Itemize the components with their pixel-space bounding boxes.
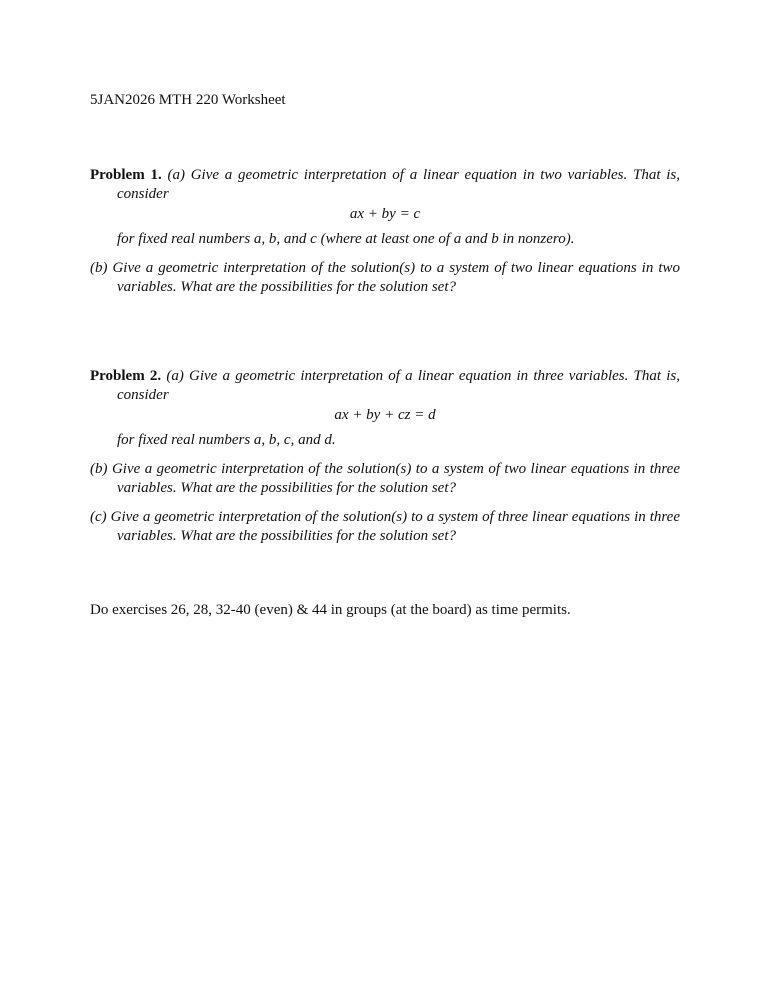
problem-2-part-a [90, 367, 680, 405]
problem-1 [90, 166, 680, 297]
problem-1-part-a-text: (a) Give a geometric interpretation of a linear equation in two variables. That is, consider [117, 167, 680, 202]
problem-2-part-a-text: (a) Give a geometric interpretation of a linear equation in three variables. That is, consider [117, 368, 681, 403]
problem-2-part-a-continuation: for fixed real numbers a, b, c, and d. [117, 432, 336, 448]
problem-1-part-a [90, 166, 680, 204]
problem-2 [90, 367, 680, 546]
problem-1-part-a-continuation: for fixed real numbers a, b, and c (where at least one of a and b in nonzero). [117, 231, 575, 247]
problem-1-label: Problem 1. [90, 167, 162, 183]
problem-1-part-b: (b) Give a geometric interpretation of the solution(s) to a system of two linear equations in two variables. What are the possibilities for the solution set? [90, 260, 680, 295]
problem-2-part-b: (b) Give a geometric interpretation of the solution(s) to a system of two linear equations in three variables. What are the possibilities for the solution set? [90, 461, 680, 496]
exercises-instruction: Do exercises 26, 28, 32-40 (even) & 44 in groups (at the board) as time permits. [90, 602, 571, 618]
problem-2-equation: ax + by + cz = d [334, 407, 436, 423]
problem-2-label: Problem 2. [90, 368, 162, 384]
problem-1-equation: ax + by = c [349, 206, 421, 222]
problem-2-part-c: (c) Give a geometric interpretation of the solution(s) to a system of three linear equations in three variables. What are the possibilities for the solution set? [90, 509, 680, 544]
worksheet-title: 5JAN2026 MTH 220 Worksheet [90, 92, 286, 108]
